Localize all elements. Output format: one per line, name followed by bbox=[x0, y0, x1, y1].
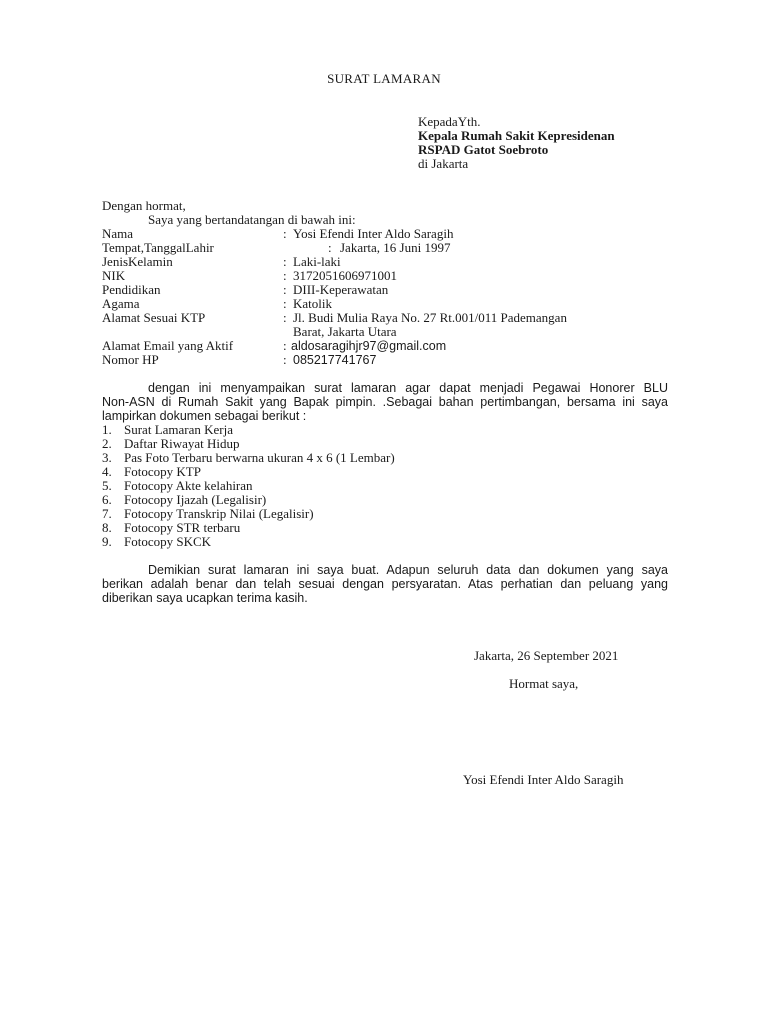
recipient-salutation: KepadaYth. bbox=[418, 114, 481, 129]
list-item: Daftar Riwayat Hidup bbox=[124, 436, 240, 451]
list-item-number: 4. bbox=[102, 464, 112, 479]
recipient-institution: RSPAD Gatot Soebroto bbox=[418, 142, 549, 157]
field-value-nomor-hp: 085217741767 bbox=[293, 353, 377, 367]
field-colon: : bbox=[283, 338, 287, 353]
list-item: Fotocopy Ijazah (Legalisir) bbox=[124, 492, 267, 507]
greeting: Dengan hormat, bbox=[102, 198, 186, 213]
list-item: Fotocopy Transkrip Nilai (Legalisir) bbox=[124, 506, 314, 521]
body-paragraph-line1: dengan ini menyampaikan surat lamaran agar dapat menjadi Pegawai Honorer BLU bbox=[148, 381, 668, 395]
closing-paragraph-line2: berikan adalah benar dan telah sesuai dengan persyaratan. Atas perhatian dan peluang yang bbox=[102, 577, 668, 591]
recipient-city: di Jakarta bbox=[418, 156, 469, 171]
field-colon: : bbox=[328, 240, 332, 255]
date-line: Jakarta, 26 September 2021 bbox=[474, 648, 619, 663]
closing-paragraph-line3: diberikan saya ucapkan terima kasih. bbox=[102, 591, 308, 605]
recipient-position: Kepala Rumah Sakit Kepresidenan bbox=[418, 128, 615, 143]
closing-paragraph-line1: Demikian surat lamaran ini saya buat. Adapun seluruh data dan dokumen yang saya bbox=[148, 563, 668, 577]
field-value-pendidikan: DIII-Keperawatan bbox=[293, 282, 389, 297]
field-label-nomor-hp: Nomor HP bbox=[102, 352, 159, 367]
list-item-number: 1. bbox=[102, 422, 112, 437]
signature-name: Yosi Efendi Inter Aldo Saragih bbox=[463, 772, 624, 787]
field-value-nama: Yosi Efendi Inter Aldo Saragih bbox=[293, 226, 454, 241]
list-item-number: 9. bbox=[102, 534, 112, 549]
body-paragraph-line3: lampirkan dokumen sebagai berikut : bbox=[102, 409, 307, 423]
field-colon: : bbox=[283, 296, 287, 311]
field-colon: : bbox=[283, 226, 287, 241]
list-item: Fotocopy Akte kelahiran bbox=[124, 478, 253, 493]
list-item-number: 2. bbox=[102, 436, 112, 451]
list-item-number: 8. bbox=[102, 520, 112, 535]
field-value-nik: 3172051606971001 bbox=[293, 268, 397, 283]
field-label-nik: NIK bbox=[102, 268, 126, 283]
field-value-email: aldosaragihjr97@gmail.com bbox=[291, 339, 447, 353]
list-item-number: 3. bbox=[102, 450, 112, 465]
field-label-email: Alamat Email yang Aktif bbox=[102, 338, 234, 353]
intro-line: Saya yang bertandatangan di bawah ini: bbox=[148, 212, 356, 227]
letter-title: SURAT LAMARAN bbox=[327, 71, 441, 86]
list-item-number: 5. bbox=[102, 478, 112, 493]
list-item-number: 7. bbox=[102, 506, 112, 521]
field-value-alamat-ktp-line2: Barat, Jakarta Utara bbox=[293, 324, 397, 339]
field-colon: : bbox=[283, 310, 287, 325]
field-label-nama: Nama bbox=[102, 226, 134, 241]
field-value-alamat-ktp: Jl. Budi Mulia Raya No. 27 Rt.001/011 Pademangan bbox=[293, 310, 567, 325]
field-value-jenis-kelamin: Laki-laki bbox=[293, 254, 341, 269]
field-colon: : bbox=[283, 282, 287, 297]
field-label-alamat-ktp: Alamat Sesuai KTP bbox=[102, 310, 206, 325]
field-value-agama: Katolik bbox=[293, 296, 332, 311]
field-colon: : bbox=[283, 254, 287, 269]
list-item-number: 6. bbox=[102, 492, 112, 507]
field-label-jenis-kelamin: JenisKelamin bbox=[102, 254, 173, 269]
body-paragraph-line2: Non-ASN di Rumah Sakit yang Bapak pimpin. .Sebagai bahan pertimbangan, bersama ini saya bbox=[102, 395, 668, 409]
field-label-agama: Agama bbox=[102, 296, 140, 311]
field-label-tempat-lahir: Tempat,TanggalLahir bbox=[102, 240, 214, 255]
field-value-tempat-lahir: Jakarta, 16 Juni 1997 bbox=[340, 240, 451, 255]
list-item: Fotocopy STR terbaru bbox=[124, 520, 241, 535]
field-colon: : bbox=[283, 352, 287, 367]
sign-off: Hormat saya, bbox=[509, 676, 579, 691]
field-colon: : bbox=[283, 268, 287, 283]
list-item: Surat Lamaran Kerja bbox=[124, 422, 234, 437]
field-label-pendidikan: Pendidikan bbox=[102, 282, 161, 297]
list-item: Fotocopy SKCK bbox=[124, 534, 212, 549]
list-item: Pas Foto Terbaru berwarna ukuran 4 x 6 (1 Lembar) bbox=[124, 450, 395, 465]
list-item: Fotocopy KTP bbox=[124, 464, 201, 479]
